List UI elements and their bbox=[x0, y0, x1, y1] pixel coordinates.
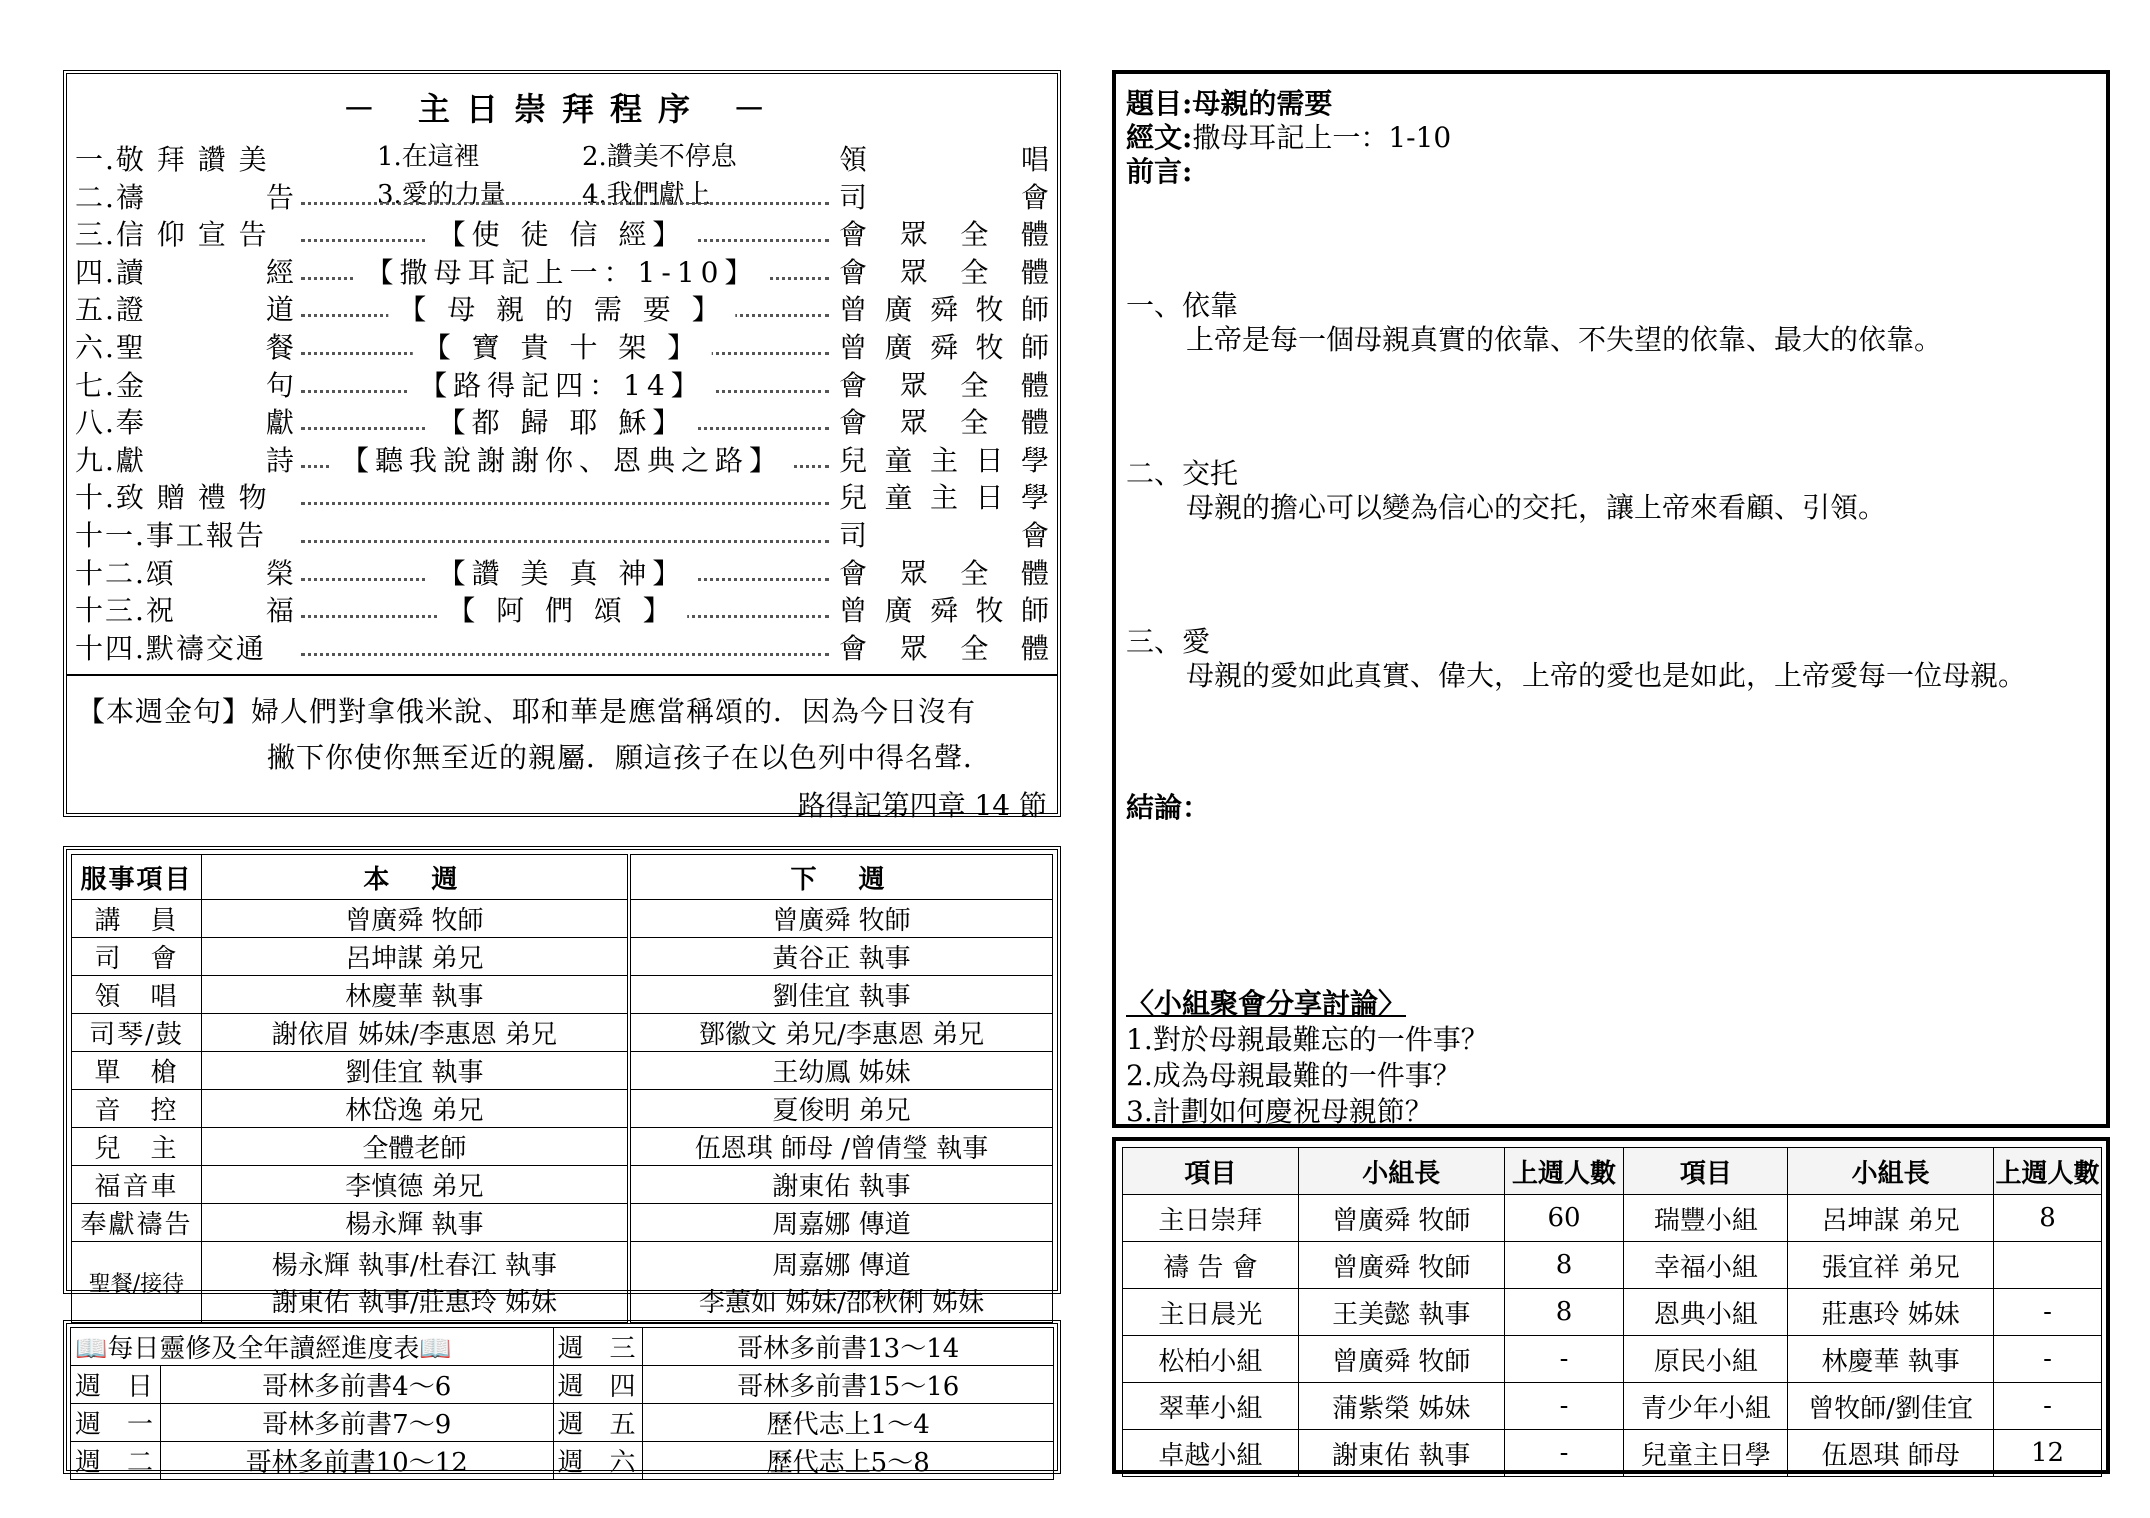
program-item bbox=[75, 556, 1049, 592]
service-item: 兒 主 bbox=[72, 1128, 202, 1166]
this-week-person: 劉佳宜 執事 bbox=[201, 1052, 629, 1090]
service-roster bbox=[63, 846, 1061, 1318]
leader-char: 眾 bbox=[899, 218, 928, 252]
point-3-text: 母親的愛如此真實、偉大，上帝的愛也是如此，上帝愛每一位母親。 bbox=[1186, 659, 2027, 692]
leader-char: 唱 bbox=[1020, 143, 1049, 176]
reading-day: 週 六 bbox=[553, 1442, 643, 1480]
service-item: 司琴/鼓 bbox=[72, 1014, 202, 1052]
group-name: 兒童主日學 bbox=[1624, 1430, 1788, 1477]
table-row bbox=[1123, 1336, 2102, 1383]
leader-char: 全 bbox=[960, 631, 989, 665]
intro-label: 前言: bbox=[1126, 155, 1193, 188]
group-header: 項目 bbox=[1624, 1148, 1788, 1195]
leader-char: 眾 bbox=[899, 556, 928, 590]
attendance: - bbox=[1504, 1430, 1624, 1477]
leader-char: 全 bbox=[960, 218, 989, 252]
table-row bbox=[1123, 1289, 2102, 1336]
leader-char: 會 bbox=[1020, 180, 1049, 214]
leader-char: 司 bbox=[839, 180, 868, 214]
table-row bbox=[72, 1128, 1053, 1166]
leader-char: 牧 bbox=[975, 594, 1004, 628]
reading-day: 週 日 bbox=[71, 1366, 161, 1404]
dotted-leader bbox=[301, 202, 829, 205]
program-item-title: 【 寶 貴 十 架 】 bbox=[413, 330, 712, 366]
group-name: 禱 告 會 bbox=[1123, 1242, 1299, 1289]
next-week-person: 夏俊明 弟兄 bbox=[629, 1090, 1053, 1128]
leader-char: 眾 bbox=[899, 406, 928, 440]
service-item: 司 會 bbox=[72, 938, 202, 976]
header-service-item: 服事項目 bbox=[72, 855, 202, 900]
reading-table bbox=[70, 1327, 1054, 1480]
point-1-text: 上帝是每一個母親真實的依靠、不失望的依靠、最大的依靠。 bbox=[1186, 323, 1943, 356]
program-item-label: 六.聖 餐 bbox=[75, 331, 296, 364]
leader-char: 體 bbox=[1020, 218, 1049, 252]
table-row bbox=[72, 938, 1053, 976]
weekly-verse bbox=[67, 674, 1057, 822]
table-row bbox=[72, 1166, 1053, 1204]
table-row bbox=[1123, 1242, 2102, 1289]
program-item-title: 【使 徒 信 經】 bbox=[428, 217, 697, 253]
program-item-leader bbox=[839, 480, 1049, 516]
program-item-title: 【 阿 們 頌 】 bbox=[437, 593, 687, 629]
leader-char: 全 bbox=[960, 255, 989, 289]
program-item-leader bbox=[839, 518, 1049, 554]
table-row bbox=[1123, 1430, 2102, 1477]
leader-char: 會 bbox=[1020, 519, 1049, 552]
header-next-week: 下 週 bbox=[629, 855, 1053, 900]
attendance: - bbox=[1504, 1336, 1624, 1383]
service-item: 音 控 bbox=[72, 1090, 202, 1128]
service-item: 聖餐/接待 bbox=[72, 1242, 202, 1323]
group-leader: 莊惠玲 姊妹 bbox=[1788, 1289, 1994, 1336]
attendance: 8 bbox=[1504, 1242, 1624, 1289]
group-name: 卓越小組 bbox=[1123, 1430, 1299, 1477]
leader-char: 體 bbox=[1020, 406, 1049, 440]
service-item: 福音車 bbox=[72, 1166, 202, 1204]
group-name: 幸福小組 bbox=[1624, 1242, 1788, 1289]
service-table bbox=[71, 854, 1053, 1323]
program-item-leader bbox=[839, 292, 1049, 328]
program-item-leader bbox=[839, 556, 1049, 592]
leader-char: 體 bbox=[1020, 631, 1049, 665]
program-item-leader bbox=[839, 180, 1049, 216]
program-item-label: 十一.事工報告 bbox=[75, 519, 266, 552]
program-item-title: 【撒母耳記上一：1-10】 bbox=[356, 255, 769, 291]
leader-char: 廣 bbox=[884, 293, 913, 327]
reading-title: 📖每日靈修及全年讀經進度表📖 bbox=[71, 1328, 554, 1366]
next-week-person: 鄧徽文 弟兄/李惠恩 弟兄 bbox=[629, 1014, 1053, 1052]
program-item-leader bbox=[839, 593, 1049, 629]
table-row bbox=[72, 1090, 1053, 1128]
attendance bbox=[1994, 1242, 2102, 1289]
point-2-heading: 二、交托 bbox=[1126, 457, 1239, 490]
leader-char: 師 bbox=[1020, 331, 1049, 364]
program-item-leader bbox=[839, 142, 1049, 178]
table-row bbox=[72, 1052, 1053, 1090]
program-item-label: 一.敬 拜 讚 美 bbox=[75, 143, 269, 176]
group-header: 項目 bbox=[1123, 1148, 1299, 1195]
group-name: 青少年小組 bbox=[1624, 1383, 1788, 1430]
attendance: 8 bbox=[1994, 1195, 2102, 1242]
group-leader: 曾廣舜 牧師 bbox=[1298, 1242, 1504, 1289]
reading-day: 週 二 bbox=[71, 1442, 161, 1480]
leader-char: 全 bbox=[960, 556, 989, 590]
leader-char: 童 bbox=[884, 481, 913, 515]
leader-char: 會 bbox=[839, 368, 868, 402]
program-item-leader bbox=[839, 405, 1049, 441]
group-name: 翠華小組 bbox=[1123, 1383, 1299, 1430]
leader-char: 兒 bbox=[839, 443, 868, 477]
program-item-label: 三.信 仰 宣 告 bbox=[75, 218, 269, 252]
leader-char: 主 bbox=[929, 481, 958, 515]
conclusion-label: 結論： bbox=[1126, 791, 1211, 824]
group-leader: 謝東佑 執事 bbox=[1298, 1430, 1504, 1477]
leader-char: 司 bbox=[839, 519, 868, 552]
point-1-heading: 一、依靠 bbox=[1126, 289, 1239, 322]
program-item bbox=[75, 593, 1049, 629]
program-item-label: 五.證 道 bbox=[75, 293, 296, 327]
program-item-label: 二.禱 告 bbox=[75, 180, 296, 214]
dotted-leader bbox=[301, 653, 829, 656]
leader-char: 師 bbox=[1020, 293, 1049, 327]
leader-char: 舜 bbox=[929, 331, 958, 364]
leader-char: 體 bbox=[1020, 556, 1049, 590]
reading-passage: 歷代志上1～4 bbox=[643, 1404, 1054, 1442]
reading-day: 週 一 bbox=[71, 1404, 161, 1442]
attendance: - bbox=[1994, 1289, 2102, 1336]
group-header: 小組長 bbox=[1788, 1148, 1994, 1195]
sermon-notes bbox=[1112, 70, 2110, 1128]
question-1: 1.對於母親最難忘的一件事？ bbox=[1126, 1023, 1489, 1056]
header-this-week: 本 週 bbox=[201, 855, 629, 900]
program-item bbox=[75, 255, 1049, 291]
group-leader: 伍恩琪 師母 bbox=[1788, 1430, 1994, 1477]
next-week-person: 黃谷正 執事 bbox=[629, 938, 1053, 976]
group-header: 上週人數 bbox=[1504, 1148, 1624, 1195]
program-item-label: 十二.頌 榮 bbox=[75, 556, 296, 590]
leader-char: 會 bbox=[839, 218, 868, 252]
group-leader: 曾廣舜 牧師 bbox=[1298, 1195, 1504, 1242]
next-week-person: 劉佳宜 執事 bbox=[629, 976, 1053, 1014]
point-3-heading: 三、愛 bbox=[1126, 625, 1211, 658]
program-item-label: 十四.默禱交通 bbox=[75, 631, 266, 665]
this-week-person: 呂坤謀 弟兄 bbox=[201, 938, 629, 976]
program-item-title: 【都 歸 耶 穌】 bbox=[428, 405, 697, 441]
program-item-leader bbox=[839, 368, 1049, 404]
program-item-label: 十三.祝 福 bbox=[75, 594, 296, 628]
service-item: 奉獻禱告 bbox=[72, 1204, 202, 1242]
group-name: 瑞豐小組 bbox=[1624, 1195, 1788, 1242]
program-item-leader bbox=[839, 255, 1049, 291]
group-name: 松柏小組 bbox=[1123, 1336, 1299, 1383]
leader-char: 舜 bbox=[929, 293, 958, 327]
next-week-person: 王幼鳳 姊妹 bbox=[629, 1052, 1053, 1090]
reading-day: 週 三 bbox=[553, 1328, 643, 1366]
program-item-label: 四.讀 經 bbox=[75, 255, 296, 289]
program-item bbox=[75, 180, 1049, 216]
program-item-leader bbox=[839, 631, 1049, 667]
group-leader: 蒲紫榮 姊妹 bbox=[1298, 1383, 1504, 1430]
this-week-person: 謝依眉 姊妹/李惠恩 弟兄 bbox=[201, 1014, 629, 1052]
service-item: 單 槍 bbox=[72, 1052, 202, 1090]
program-item-title: 【 母 親 的 需 要 】 bbox=[388, 292, 735, 328]
group-leader: 王美懿 執事 bbox=[1298, 1289, 1504, 1336]
program-item-title: 【聽我說謝謝你、恩典之路】 bbox=[331, 443, 793, 479]
attendance: - bbox=[1994, 1336, 2102, 1383]
program-item-leader bbox=[839, 443, 1049, 479]
program-item-leader bbox=[839, 330, 1049, 366]
attendance: - bbox=[1504, 1383, 1624, 1430]
discussion-title: 〈小組聚會分享討論〉 bbox=[1126, 987, 1407, 1020]
program-item-label: 七.金 句 bbox=[75, 368, 296, 402]
table-row bbox=[72, 900, 1053, 938]
leader-char: 廣 bbox=[884, 594, 913, 628]
program-item bbox=[75, 631, 1049, 667]
song-1: 1.在這裡 bbox=[377, 142, 480, 172]
leader-char: 學 bbox=[1020, 481, 1049, 515]
leader-char: 眾 bbox=[899, 368, 928, 402]
verse-reference: 路得記第四章 14 節 bbox=[797, 789, 1047, 822]
person-line: 謝東佑 執事/莊惠玲 姊妹 bbox=[271, 1288, 558, 1318]
this-week-person: 全體老師 bbox=[201, 1128, 629, 1166]
reading-passage: 哥林多前書15～16 bbox=[643, 1366, 1054, 1404]
service-item: 講 員 bbox=[72, 900, 202, 938]
table-row bbox=[72, 976, 1053, 1014]
leader-char: 兒 bbox=[839, 481, 868, 515]
verse-line-2: 撇下你使你無至近的親屬．願這孩子在以色列中得名聲． bbox=[267, 741, 993, 774]
song-2: 2.讚美不停息 bbox=[582, 142, 737, 172]
table-row bbox=[72, 1204, 1053, 1242]
program-item bbox=[75, 292, 1049, 328]
person-line: 周嘉娜 傳道 bbox=[772, 1251, 911, 1281]
this-week-person: 李慎德 弟兄 bbox=[201, 1166, 629, 1204]
leader-char: 學 bbox=[1020, 443, 1049, 477]
reading-day: 週 四 bbox=[553, 1366, 643, 1404]
this-week-person bbox=[201, 1242, 629, 1323]
this-week-person: 林岱逸 弟兄 bbox=[201, 1090, 629, 1128]
leader-char: 會 bbox=[839, 631, 868, 665]
leader-char: 眾 bbox=[899, 631, 928, 665]
leader-char: 會 bbox=[839, 255, 868, 289]
attendance: 60 bbox=[1504, 1195, 1624, 1242]
point-2-text: 母親的擔心可以變為信心的交托，讓上帝來看顧、引領。 bbox=[1186, 491, 1887, 524]
leader-char: 日 bbox=[975, 481, 1004, 515]
leader-char: 牧 bbox=[975, 331, 1004, 364]
song-4: 4.我們獻上 bbox=[582, 180, 711, 210]
leader-char: 體 bbox=[1020, 255, 1049, 289]
group-leader: 曾牧師/劉佳宜 bbox=[1788, 1383, 1994, 1430]
table-row bbox=[72, 1242, 1053, 1323]
dotted-leader bbox=[301, 502, 829, 505]
leader-char: 全 bbox=[960, 368, 989, 402]
leader-char: 曾 bbox=[839, 293, 868, 327]
leader-char: 會 bbox=[839, 406, 868, 440]
table-row bbox=[1123, 1195, 2102, 1242]
song-3: 3.愛的力量 bbox=[377, 180, 506, 210]
program-title: － 主日崇拜程序 － bbox=[342, 90, 782, 128]
leader-char: 全 bbox=[960, 406, 989, 440]
program-item bbox=[75, 330, 1049, 366]
reading-passage: 歷代志上5～8 bbox=[643, 1442, 1054, 1480]
leader-char: 牧 bbox=[975, 293, 1004, 327]
scripture-label: 經文: bbox=[1126, 121, 1193, 154]
dotted-leader bbox=[301, 540, 829, 543]
reading-schedule bbox=[63, 1320, 1061, 1478]
leader-char: 體 bbox=[1020, 368, 1049, 402]
group-name: 主日崇拜 bbox=[1123, 1195, 1299, 1242]
group-name: 原民小組 bbox=[1624, 1336, 1788, 1383]
group-header: 小組長 bbox=[1298, 1148, 1504, 1195]
program-item bbox=[75, 480, 1049, 516]
leader-char: 會 bbox=[839, 556, 868, 590]
group-leader: 林慶華 執事 bbox=[1788, 1336, 1994, 1383]
attendance: 12 bbox=[1994, 1430, 2102, 1477]
program-item bbox=[75, 368, 1049, 404]
reading-passage: 哥林多前書10～12 bbox=[160, 1442, 553, 1480]
leader-char: 眾 bbox=[899, 255, 928, 289]
program-item-title: 【路得記四：14】 bbox=[409, 368, 715, 404]
program-item bbox=[75, 217, 1049, 253]
leader-char: 舜 bbox=[929, 594, 958, 628]
leader-char: 曾 bbox=[839, 594, 868, 628]
program-item-label: 八.奉 獻 bbox=[75, 406, 296, 440]
next-week-person bbox=[629, 1242, 1053, 1323]
program-item-title: 【讚 美 真 神】 bbox=[428, 556, 697, 592]
leader-char: 日 bbox=[975, 443, 1004, 477]
reading-passage: 哥林多前書13～14 bbox=[643, 1328, 1054, 1366]
service-item: 領 唱 bbox=[72, 976, 202, 1014]
leader-char: 領 bbox=[839, 143, 868, 176]
person-line: 楊永輝 執事/杜春江 執事 bbox=[271, 1251, 558, 1281]
next-week-person: 曾廣舜 牧師 bbox=[629, 900, 1053, 938]
question-2: 2.成為母親最難的一件事？ bbox=[1126, 1059, 1461, 1092]
person-line: 李蕙如 姊妹/邵秋俐 姊妹 bbox=[698, 1288, 985, 1318]
verse-line-1: 【本週金句】婦人們對拿俄米說、耶和華是應當稱頌的．因為今日沒有 bbox=[77, 695, 977, 728]
attendance: - bbox=[1994, 1383, 2102, 1430]
program-item bbox=[75, 518, 1049, 554]
group-name: 主日晨光 bbox=[1123, 1289, 1299, 1336]
next-week-person: 伍恩琪 師母 /曾倩瑩 執事 bbox=[629, 1128, 1053, 1166]
leader-char: 廣 bbox=[884, 331, 913, 364]
table-row bbox=[72, 1014, 1053, 1052]
small-groups bbox=[1112, 1137, 2110, 1474]
group-leader: 張宜祥 弟兄 bbox=[1788, 1242, 1994, 1289]
worship-program bbox=[63, 70, 1061, 822]
scripture: 撒母耳記上一：1-10 bbox=[1192, 121, 1452, 154]
program-item bbox=[75, 142, 1049, 178]
reading-day: 週 五 bbox=[553, 1404, 643, 1442]
next-week-person: 謝東佑 執事 bbox=[629, 1166, 1053, 1204]
group-name: 恩典小組 bbox=[1624, 1289, 1788, 1336]
this-week-person: 楊永輝 執事 bbox=[201, 1204, 629, 1242]
leader-char: 曾 bbox=[839, 331, 868, 364]
program-item-label: 十.致 贈 禮 物 bbox=[75, 481, 269, 515]
leader-char: 師 bbox=[1020, 594, 1049, 628]
title-label: 題目: bbox=[1126, 87, 1193, 120]
program-item-label: 九.獻 詩 bbox=[75, 443, 296, 477]
leader-char: 主 bbox=[929, 443, 958, 477]
sermon-title: 母親的需要 bbox=[1192, 87, 1333, 120]
attendance: 8 bbox=[1504, 1289, 1624, 1336]
this-week-person: 林慶華 執事 bbox=[201, 976, 629, 1014]
group-leader: 呂坤謀 弟兄 bbox=[1788, 1195, 1994, 1242]
this-week-person: 曾廣舜 牧師 bbox=[201, 900, 629, 938]
table-row bbox=[1123, 1383, 2102, 1430]
group-leader: 曾廣舜 牧師 bbox=[1298, 1336, 1504, 1383]
program-item-leader bbox=[839, 217, 1049, 253]
program-item bbox=[75, 405, 1049, 441]
groups-table bbox=[1122, 1147, 2102, 1477]
next-week-person: 周嘉娜 傳道 bbox=[629, 1204, 1053, 1242]
group-header: 上週人數 bbox=[1994, 1148, 2102, 1195]
reading-passage: 哥林多前書4～6 bbox=[160, 1366, 553, 1404]
reading-passage: 哥林多前書7～9 bbox=[160, 1404, 553, 1442]
leader-char: 童 bbox=[884, 443, 913, 477]
question-3: 3.計劃如何慶祝母親節？ bbox=[1126, 1095, 1433, 1128]
program-item bbox=[75, 443, 1049, 479]
